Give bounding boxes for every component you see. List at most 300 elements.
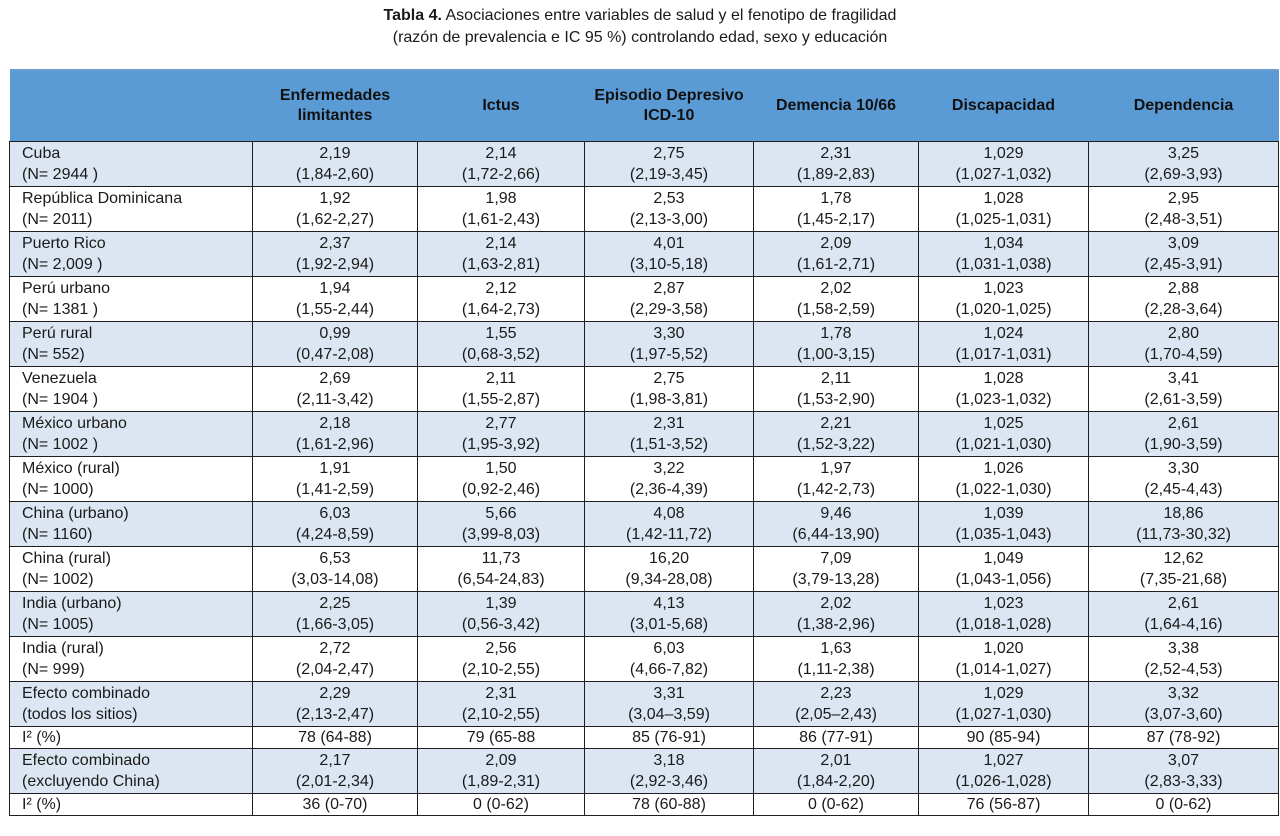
row-label xyxy=(10,749,253,794)
table-cell xyxy=(919,277,1089,322)
row-label xyxy=(10,412,253,457)
cell-interval: (1,84-2,60) xyxy=(295,166,375,183)
row-label-name: Perú rural xyxy=(22,325,93,342)
table-cell xyxy=(253,637,418,682)
header-row xyxy=(10,70,1279,142)
table-cell xyxy=(754,142,919,187)
cell-interval: (1,95-3,92) xyxy=(461,436,541,453)
table-row xyxy=(10,637,1279,682)
cell-estimate: 2,61 xyxy=(1167,595,1200,612)
table-cell xyxy=(418,367,585,412)
table-cell xyxy=(919,142,1089,187)
cell-interval: (3,03-14,08) xyxy=(291,571,379,588)
cell-estimate: 2,88 xyxy=(1167,280,1200,297)
table-cell xyxy=(418,142,585,187)
table-cell xyxy=(754,277,919,322)
row-label xyxy=(10,187,253,232)
cell-interval: (0,68-3,52) xyxy=(461,346,541,363)
cell-interval: (2,04-2,47) xyxy=(295,661,375,678)
cell-interval: (1,035-1,043) xyxy=(955,526,1052,543)
cell-interval: (1,42-11,72) xyxy=(626,526,712,543)
cell-estimate: 3,38 xyxy=(1167,640,1200,657)
row-label-sample: (N= 2,009 ) xyxy=(22,256,103,273)
cell-estimate: 2,80 xyxy=(1167,325,1200,342)
row-label-name: India (urbano) xyxy=(22,595,122,612)
row-label-name: China (rural) xyxy=(22,550,111,567)
table-cell xyxy=(585,322,754,367)
cell-interval: (1,021-1,030) xyxy=(955,436,1052,453)
table-cell xyxy=(585,727,754,749)
table-row xyxy=(10,749,1279,794)
cell-estimate: 3,25 xyxy=(1167,145,1200,162)
cell-estimate: 7,09 xyxy=(820,550,852,567)
table-cell xyxy=(919,749,1089,794)
table-cell xyxy=(919,367,1089,412)
table-cell xyxy=(754,232,919,277)
row-label-sample: (N= 1000) xyxy=(22,481,94,498)
cell-estimate: 2,14 xyxy=(485,235,517,252)
row-label-sample: (N= 1381 ) xyxy=(22,301,99,318)
cell-interval: (0,56-3,42) xyxy=(461,616,541,633)
cell-interval: (2,13-2,47) xyxy=(295,706,375,723)
table-cell xyxy=(919,457,1089,502)
row-label-name: Venezuela xyxy=(22,370,97,387)
cell-interval: (1,89-2,31) xyxy=(461,773,541,790)
cell-interval: (9,34-28,08) xyxy=(625,571,713,588)
cell-estimate: 1,92 xyxy=(319,190,351,207)
table-cell xyxy=(253,794,418,816)
cell-estimate: 2,21 xyxy=(820,415,852,432)
table-row xyxy=(10,457,1279,502)
table-cell xyxy=(919,794,1089,816)
table-cell xyxy=(585,232,754,277)
cell-estimate: 2,29 xyxy=(319,685,351,702)
cell-estimate: 3,30 xyxy=(653,325,685,342)
cell-estimate: 1,91 xyxy=(319,460,351,477)
cell-interval: (0,47-2,08) xyxy=(295,346,375,363)
cell-interval: (6,54-24,83) xyxy=(457,571,545,588)
table-cell xyxy=(754,322,919,367)
cell-estimate: 1,025 xyxy=(983,415,1024,432)
cell-estimate: 2,09 xyxy=(485,752,517,769)
table-cell xyxy=(418,187,585,232)
table-cell xyxy=(754,412,919,457)
table-cell xyxy=(418,547,585,592)
cell-estimate: 1,034 xyxy=(983,235,1024,252)
cell-estimate: 0 (0-62) xyxy=(1155,796,1212,813)
table-row xyxy=(10,367,1279,412)
cell-interval: (2,45-3,91) xyxy=(1144,256,1223,273)
cell-interval: (1,90-3,59) xyxy=(1144,436,1223,453)
cell-interval: (1,61-2,43) xyxy=(461,211,541,228)
table-cell xyxy=(585,367,754,412)
table-cell xyxy=(1089,592,1279,637)
table-cell xyxy=(919,232,1089,277)
caption-label: Tabla 4. xyxy=(383,7,442,24)
cell-estimate: 79 (65-88 xyxy=(466,729,536,746)
row-label-sample: (N= 552) xyxy=(22,346,85,363)
row-label-name: Cuba xyxy=(22,145,61,162)
table-cell xyxy=(253,277,418,322)
column-header: Ictus xyxy=(418,70,585,142)
cell-interval: (1,023-1,032) xyxy=(955,391,1052,408)
table-cell xyxy=(919,322,1089,367)
row-label-sample: (N= 2944 ) xyxy=(22,166,99,183)
table-cell xyxy=(253,502,418,547)
cell-interval: (1,89-2,83) xyxy=(796,166,876,183)
row-label-sample: (N= 1904 ) xyxy=(22,391,99,408)
table-cell xyxy=(1089,637,1279,682)
cell-estimate: 2,31 xyxy=(820,145,852,162)
cell-estimate: 3,18 xyxy=(653,752,685,769)
cell-estimate: 1,049 xyxy=(983,550,1024,567)
cell-estimate: 2,53 xyxy=(653,190,685,207)
cell-interval: (2,19-3,45) xyxy=(629,166,709,183)
cell-interval: (1,42-2,73) xyxy=(796,481,876,498)
table-cell xyxy=(585,637,754,682)
table-row xyxy=(10,412,1279,457)
table-cell xyxy=(754,367,919,412)
table-cell xyxy=(754,502,919,547)
table-cell xyxy=(253,412,418,457)
row-label-name: Perú urbano xyxy=(22,280,111,297)
cell-estimate: 1,029 xyxy=(983,145,1024,162)
cell-interval: (1,62-2,27) xyxy=(295,211,375,228)
cell-estimate: 1,024 xyxy=(983,325,1024,342)
cell-interval: (1,41-2,59) xyxy=(295,481,375,498)
cell-estimate: 3,09 xyxy=(1167,235,1200,252)
cell-estimate: 4,01 xyxy=(653,235,685,252)
row-label-name: I² (%) xyxy=(22,796,62,813)
table-cell xyxy=(1089,367,1279,412)
table-cell xyxy=(418,794,585,816)
cell-interval: (1,014-1,027) xyxy=(955,661,1052,678)
cell-estimate: 3,30 xyxy=(1167,460,1200,477)
cell-estimate: 2,11 xyxy=(821,370,851,387)
row-label-name: Efecto combinado xyxy=(22,685,151,702)
cell-interval: (2,28-3,64) xyxy=(1144,301,1223,318)
cell-estimate: 3,22 xyxy=(653,460,685,477)
cell-interval: (4,24-8,59) xyxy=(295,526,375,543)
cell-estimate: 1,78 xyxy=(820,190,852,207)
cell-estimate: 1,023 xyxy=(983,595,1024,612)
cell-interval: (3,01-5,68) xyxy=(629,616,709,633)
table-cell xyxy=(585,412,754,457)
cell-estimate: 5,66 xyxy=(485,505,517,522)
cell-estimate: 12,62 xyxy=(1163,550,1204,567)
cell-estimate: 1,023 xyxy=(983,280,1024,297)
column-header: Dependencia xyxy=(1089,70,1279,142)
cell-interval: (3,07-3,60) xyxy=(1144,706,1223,723)
cell-interval: (2,83-3,33) xyxy=(1144,773,1223,790)
row-label xyxy=(10,794,253,816)
cell-interval: (1,55-2,87) xyxy=(461,391,541,408)
cell-estimate: 9,46 xyxy=(820,505,852,522)
row-label xyxy=(10,637,253,682)
row-label-name: Puerto Rico xyxy=(22,235,106,252)
cell-estimate: 78 (64-88) xyxy=(298,729,372,746)
cell-estimate: 76 (56-87) xyxy=(966,796,1041,813)
cell-interval: (2,92-3,46) xyxy=(629,773,709,790)
cell-estimate: 2,31 xyxy=(653,415,685,432)
row-label-sample: (excluyendo China) xyxy=(22,773,160,790)
cell-interval: (1,031-1,038) xyxy=(955,256,1052,273)
cell-estimate: 1,039 xyxy=(983,505,1024,522)
cell-interval: (1,026-1,028) xyxy=(955,773,1052,790)
row-label xyxy=(10,322,253,367)
row-label xyxy=(10,142,253,187)
cell-estimate: 1,020 xyxy=(983,640,1024,657)
cell-interval: (1,017-1,031) xyxy=(955,346,1052,363)
table-cell xyxy=(418,592,585,637)
cell-estimate: 6,03 xyxy=(319,505,351,522)
results-table xyxy=(9,69,1279,816)
cell-interval: (2,52-4,53) xyxy=(1144,661,1223,678)
cell-estimate: 2,75 xyxy=(653,145,685,162)
table-row xyxy=(10,322,1279,367)
cell-interval: (1,64-2,73) xyxy=(461,301,541,318)
table-cell xyxy=(585,502,754,547)
table-cell xyxy=(919,637,1089,682)
table-cell xyxy=(585,277,754,322)
cell-estimate: 2,09 xyxy=(820,235,852,252)
header-cell-empty xyxy=(10,70,253,142)
cell-estimate: 2,69 xyxy=(319,370,351,387)
row-label-sample: (todos los sitios) xyxy=(22,706,138,723)
cell-interval: (1,97-5,52) xyxy=(629,346,709,363)
row-label-sample: (N= 1002 ) xyxy=(22,436,99,453)
table-cell xyxy=(585,187,754,232)
cell-estimate: 36 (0-70) xyxy=(302,796,368,813)
table-cell xyxy=(1089,749,1279,794)
row-label-name: México urbano xyxy=(22,415,127,432)
table-row xyxy=(10,187,1279,232)
row-label-sample: (N= 999) xyxy=(22,661,85,678)
column-header: Discapacidad xyxy=(919,70,1089,142)
table-row xyxy=(10,277,1279,322)
cell-estimate: 2,31 xyxy=(485,685,517,702)
row-label-sample: (N= 1160) xyxy=(22,526,93,543)
row-label-name: Efecto combinado xyxy=(22,752,151,769)
cell-estimate: 1,97 xyxy=(820,460,852,477)
cell-estimate: 2,75 xyxy=(653,370,685,387)
cell-interval: (2,29-3,58) xyxy=(629,301,709,318)
row-label-sample: (N= 1002) xyxy=(22,571,94,588)
table-row xyxy=(10,232,1279,277)
caption-title: Asociaciones entre variables de salud y el fenotipo de fragilidad xyxy=(441,7,897,24)
cell-estimate: 2,61 xyxy=(1167,415,1200,432)
table-cell xyxy=(253,367,418,412)
row-label-name: República Dominicana xyxy=(22,190,183,207)
table-cell xyxy=(418,502,585,547)
table-cell xyxy=(585,592,754,637)
row-label xyxy=(10,457,253,502)
cell-interval: (1,025-1,031) xyxy=(955,211,1052,228)
row-label-sample: (N= 2011) xyxy=(22,211,93,228)
cell-estimate: 2,01 xyxy=(820,752,852,769)
row-label-sample: (N= 1005) xyxy=(22,616,94,633)
cell-estimate: 2,17 xyxy=(319,752,351,769)
cell-estimate: 2,12 xyxy=(485,280,517,297)
cell-estimate: 2,95 xyxy=(1167,190,1200,207)
cell-estimate: 87 (78-92) xyxy=(1146,729,1221,746)
cell-estimate: 90 (85-94) xyxy=(966,729,1041,746)
table-body xyxy=(10,142,1279,816)
cell-interval: (11,73-30,32) xyxy=(1136,526,1231,543)
cell-interval: (2,69-3,93) xyxy=(1144,166,1223,183)
table-cell xyxy=(754,187,919,232)
table-cell xyxy=(418,749,585,794)
caption-line-1 xyxy=(0,5,1280,27)
cell-interval: (1,027-1,030) xyxy=(955,706,1052,723)
cell-interval: (1,63-2,81) xyxy=(461,256,541,273)
cell-interval: (2,36-4,39) xyxy=(629,481,709,498)
cell-estimate: 18,86 xyxy=(1163,505,1204,522)
cell-estimate: 2,77 xyxy=(485,415,517,432)
cell-estimate: 2,25 xyxy=(319,595,351,612)
cell-estimate: 11,73 xyxy=(481,550,521,567)
cell-estimate: 2,23 xyxy=(820,685,852,702)
cell-estimate: 2,72 xyxy=(319,640,351,657)
cell-estimate: 2,56 xyxy=(485,640,517,657)
cell-estimate: 1,50 xyxy=(485,460,517,477)
cell-interval: (1,55-2,44) xyxy=(295,301,375,318)
table-cell xyxy=(754,547,919,592)
cell-estimate: 1,98 xyxy=(485,190,517,207)
table-cell xyxy=(919,412,1089,457)
cell-estimate: 2,19 xyxy=(319,145,351,162)
cell-interval: (4,66-7,82) xyxy=(629,661,709,678)
table-cell xyxy=(253,187,418,232)
cell-interval: (3,10-5,18) xyxy=(629,256,709,273)
table-cell xyxy=(418,322,585,367)
cell-interval: (3,79-13,28) xyxy=(792,571,880,588)
cell-interval: (1,38-2,96) xyxy=(796,616,876,633)
cell-estimate: 86 (77-91) xyxy=(799,729,873,746)
table-cell xyxy=(1089,682,1279,727)
cell-estimate: 2,14 xyxy=(485,145,517,162)
cell-estimate: 1,027 xyxy=(983,752,1024,769)
cell-estimate: 2,11 xyxy=(486,370,516,387)
cell-interval: (2,10-2,55) xyxy=(461,706,541,723)
cell-interval: (2,48-3,51) xyxy=(1144,211,1223,228)
table-cell xyxy=(1089,502,1279,547)
table-cell xyxy=(418,682,585,727)
row-label-name: India (rural) xyxy=(22,640,104,657)
cell-interval: (0,92-2,46) xyxy=(461,481,541,498)
table-cell xyxy=(754,457,919,502)
cell-estimate: 1,028 xyxy=(983,370,1024,387)
cell-interval: (1,66-3,05) xyxy=(295,616,375,633)
cell-interval: (2,13-3,00) xyxy=(629,211,709,228)
row-label-name: I² (%) xyxy=(22,729,62,746)
row-label xyxy=(10,682,253,727)
cell-interval: (1,61-2,71) xyxy=(796,256,876,273)
cell-interval: (3,99-8,03) xyxy=(461,526,541,543)
table-cell xyxy=(1089,457,1279,502)
cell-interval: (1,70-4,59) xyxy=(1144,346,1223,363)
cell-estimate: 3,32 xyxy=(1167,685,1200,702)
cell-interval: (1,58-2,59) xyxy=(796,301,876,318)
table-cell xyxy=(754,637,919,682)
table-cell xyxy=(253,682,418,727)
table-cell xyxy=(1089,232,1279,277)
cell-estimate: 2,37 xyxy=(319,235,351,252)
table-cell xyxy=(1089,322,1279,367)
table-caption xyxy=(0,5,1280,49)
cell-estimate: 1,94 xyxy=(319,280,351,297)
table-cell xyxy=(754,749,919,794)
table-cell xyxy=(754,682,919,727)
cell-estimate: 1,39 xyxy=(485,595,517,612)
cell-estimate: 3,07 xyxy=(1167,752,1200,769)
table-cell xyxy=(253,749,418,794)
table-cell xyxy=(253,547,418,592)
cell-interval: (1,64-4,16) xyxy=(1144,616,1223,633)
table-cell xyxy=(1089,277,1279,322)
row-label xyxy=(10,502,253,547)
cell-interval: (1,53-2,90) xyxy=(796,391,876,408)
row-label xyxy=(10,592,253,637)
table-row xyxy=(10,142,1279,187)
table-cell xyxy=(253,232,418,277)
cell-interval: (1,45-2,17) xyxy=(796,211,876,228)
row-label xyxy=(10,547,253,592)
cell-estimate: 78 (60-88) xyxy=(632,796,706,813)
table-row xyxy=(10,592,1279,637)
cell-estimate: 16,20 xyxy=(648,550,690,567)
table-cell xyxy=(418,232,585,277)
table-cell xyxy=(418,727,585,749)
cell-estimate: 6,53 xyxy=(319,550,351,567)
table-cell xyxy=(1089,142,1279,187)
table-cell xyxy=(919,727,1089,749)
cell-estimate: 0 (0-62) xyxy=(472,796,530,813)
table-cell xyxy=(919,547,1089,592)
table-cell xyxy=(1089,727,1279,749)
cell-estimate: 0 (0-62) xyxy=(807,796,865,813)
table-cell xyxy=(253,457,418,502)
table-cell xyxy=(253,727,418,749)
cell-estimate: 85 (76-91) xyxy=(632,729,706,746)
column-header: Episodio Depresivo ICD-10 xyxy=(585,70,754,142)
cell-interval: (2,61-3,59) xyxy=(1144,391,1223,408)
cell-interval: (1,84-2,20) xyxy=(796,773,876,790)
row-label-name: México (rural) xyxy=(22,460,120,477)
table-cell xyxy=(919,682,1089,727)
row-label-name: China (urbano) xyxy=(22,505,129,522)
cell-interval: (1,00-3,15) xyxy=(796,346,876,363)
table-cell xyxy=(585,749,754,794)
table-cell xyxy=(418,412,585,457)
cell-interval: (1,11-2,38) xyxy=(797,661,875,678)
cell-interval: (1,020-1,025) xyxy=(955,301,1052,318)
cell-interval: (1,61-2,96) xyxy=(295,436,375,453)
cell-estimate: 2,02 xyxy=(820,280,852,297)
cell-interval: (1,92-2,94) xyxy=(295,256,375,273)
table-row xyxy=(10,794,1279,816)
table-cell xyxy=(585,682,754,727)
table-cell xyxy=(253,142,418,187)
cell-interval: (1,52-3,22) xyxy=(796,436,876,453)
cell-interval: (1,027-1,032) xyxy=(955,166,1052,183)
cell-interval: (2,45-4,43) xyxy=(1144,481,1223,498)
table-cell xyxy=(418,277,585,322)
cell-interval: (2,11-3,42) xyxy=(296,391,374,408)
cell-interval: (6,44-13,90) xyxy=(792,526,880,543)
table-cell xyxy=(253,592,418,637)
row-label xyxy=(10,727,253,749)
